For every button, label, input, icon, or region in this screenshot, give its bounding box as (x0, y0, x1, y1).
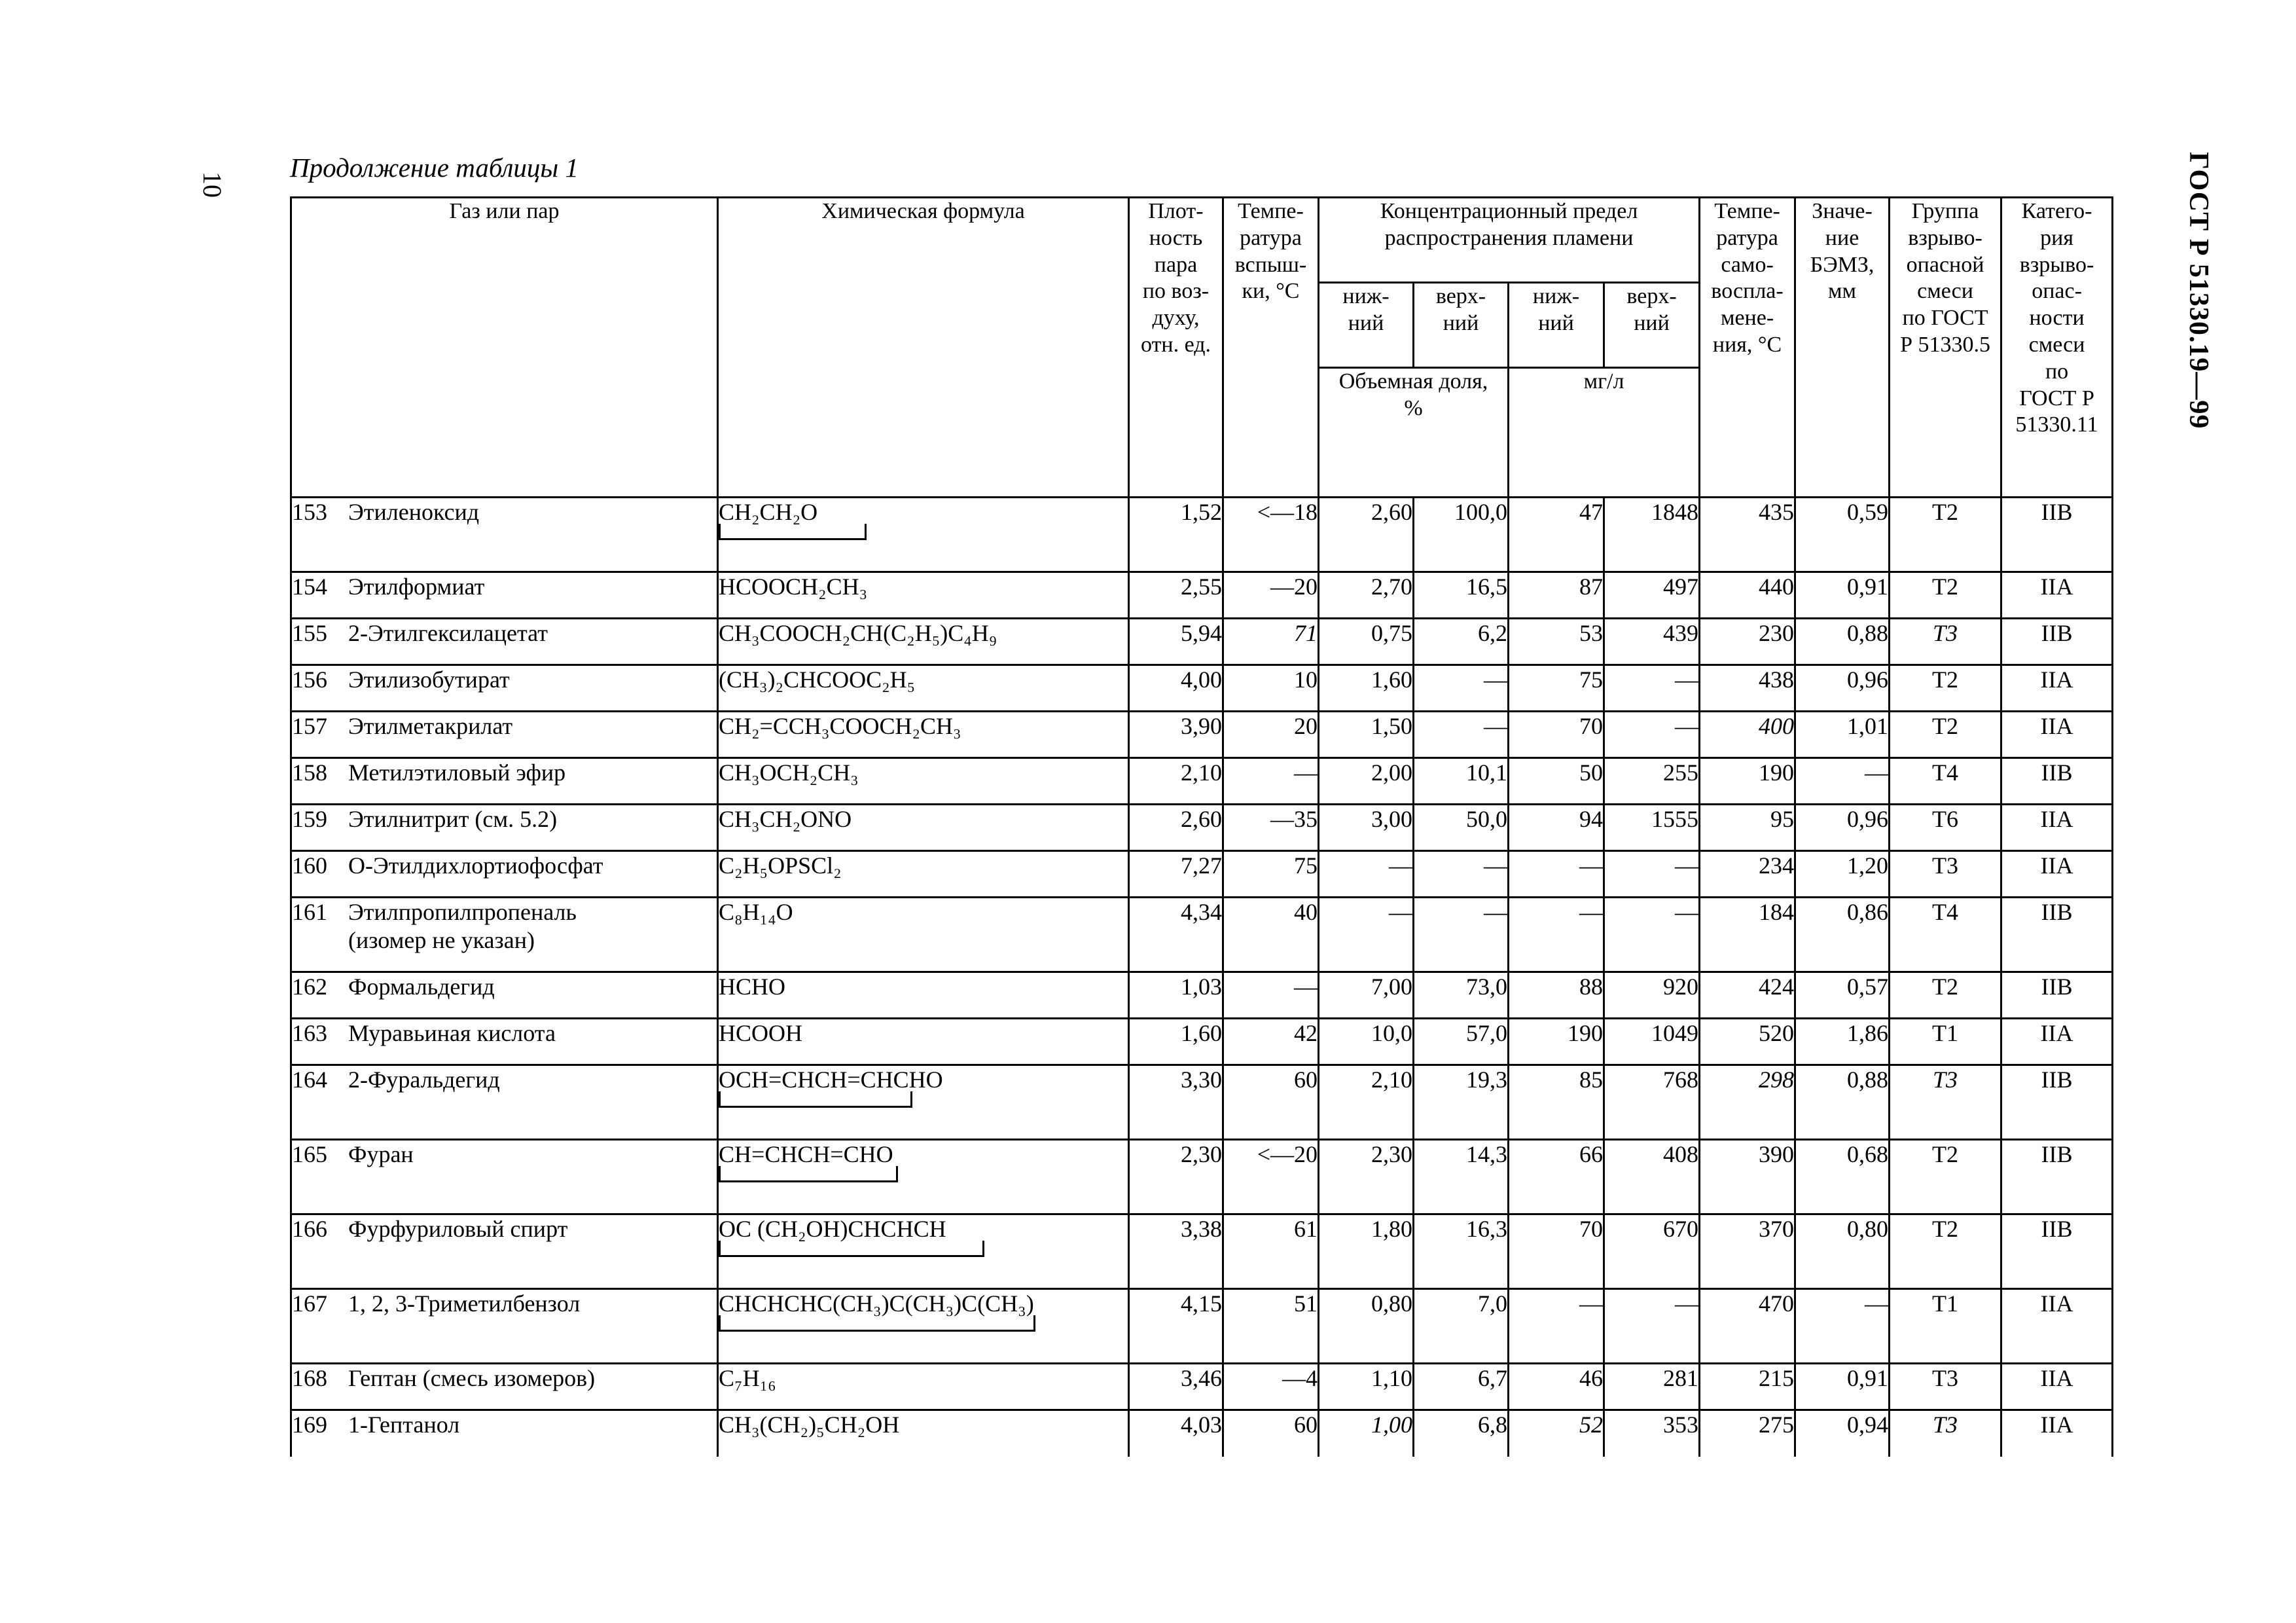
cell-density: 2,60 (1129, 805, 1223, 851)
cell-cat: IIA (2001, 805, 2113, 851)
gas-name-cell (291, 1289, 718, 1364)
cell-ai: 230 (1700, 619, 1795, 665)
cell-flash: — (1223, 758, 1319, 805)
formula-cell (718, 1410, 1129, 1457)
ring-bracket (719, 524, 867, 540)
row-number: 155 (292, 620, 327, 646)
chemical-formula: CH₂CH₂O (719, 499, 818, 525)
table-caption: Продолжение таблицы 1 (290, 153, 579, 183)
cell-lv: 2,60 (1319, 498, 1414, 572)
formula-cell (718, 1065, 1129, 1140)
cell-um: 670 (1604, 1214, 1700, 1289)
cell-cat: IIA (2001, 712, 2113, 758)
row-number: 160 (292, 852, 327, 879)
cell-bemz: 0,94 (1795, 1410, 1890, 1457)
header-lower-vol: ниж- ний (1319, 283, 1414, 368)
cell-lv: — (1319, 898, 1414, 972)
cell-ai: 215 (1700, 1364, 1795, 1410)
cell-ai: 95 (1700, 805, 1795, 851)
cell-uv: 100,0 (1414, 498, 1509, 572)
cell-cat: IIB (2001, 498, 2113, 572)
row-number: 168 (292, 1365, 327, 1391)
cell-uv: 16,5 (1414, 572, 1509, 619)
cell-flash: <—18 (1223, 498, 1319, 572)
cell-lv: 2,10 (1319, 1065, 1414, 1140)
cell-uv: — (1414, 712, 1509, 758)
table-row (291, 665, 2113, 712)
formula-cell (718, 1289, 1129, 1364)
table-row (291, 619, 2113, 665)
row-number: 169 (292, 1412, 327, 1438)
cell-uv: — (1414, 665, 1509, 712)
cell-lm: — (1509, 851, 1604, 898)
cell-density: 1,03 (1129, 972, 1223, 1019)
gas-name: Этилизобутират (348, 666, 510, 693)
cell-ai: 275 (1700, 1410, 1795, 1457)
cell-um: — (1604, 665, 1700, 712)
chemical-formula: CH₃COOCH₂CH(C₂H₅)C₄H₉ (719, 620, 997, 646)
cell-uv: 73,0 (1414, 972, 1509, 1019)
cell-flash: 75 (1223, 851, 1319, 898)
cell-lv: 3,00 (1319, 805, 1414, 851)
cell-cat: IIA (2001, 1364, 2113, 1410)
cell-lm: 88 (1509, 972, 1604, 1019)
cell-uv: 16,3 (1414, 1214, 1509, 1289)
cell-lv: 0,75 (1319, 619, 1414, 665)
cell-cat: IIA (2001, 572, 2113, 619)
cell-lm: 70 (1509, 712, 1604, 758)
cell-cat: IIB (2001, 898, 2113, 972)
cell-cat: IIB (2001, 619, 2113, 665)
cell-lv: 2,00 (1319, 758, 1414, 805)
cell-flash: 40 (1223, 898, 1319, 972)
formula-cell (718, 1140, 1129, 1214)
table-row (291, 498, 2113, 572)
cell-group: Т3 (1890, 1410, 2001, 1457)
cell-lm: 94 (1509, 805, 1604, 851)
cell-um: 408 (1604, 1140, 1700, 1214)
cell-cat: IIB (2001, 1140, 2113, 1214)
cell-um: 255 (1604, 758, 1700, 805)
table-row (291, 851, 2113, 898)
row-number: 163 (292, 1020, 327, 1046)
gas-name-cell (291, 898, 718, 972)
header-category: Катего- рия взрыво- опас- ности смеси по ГОСТ Р 51330.11 (2001, 198, 2113, 498)
cell-group: Т3 (1890, 619, 2001, 665)
cell-uv: 10,1 (1414, 758, 1509, 805)
gas-name: Этиленоксид (348, 499, 480, 525)
chemical-formula: C₇H₁₆ (719, 1365, 776, 1391)
cell-ai: 470 (1700, 1289, 1795, 1364)
table-row (291, 712, 2113, 758)
cell-lv: — (1319, 851, 1414, 898)
cell-density: 4,00 (1129, 665, 1223, 712)
formula-cell (718, 665, 1129, 712)
cell-lm: 50 (1509, 758, 1604, 805)
formula-cell (718, 898, 1129, 972)
header-vol-fraction: Объемная доля, % (1319, 368, 1509, 498)
cell-cat: IIA (2001, 1410, 2113, 1457)
cell-group: Т2 (1890, 712, 2001, 758)
cell-bemz: 0,86 (1795, 898, 1890, 972)
cell-lv: 1,10 (1319, 1364, 1414, 1410)
gas-name-note: (изомер не указан) (348, 927, 535, 954)
chemical-formula: CH₂=CCH₃COOCH₂CH₃ (719, 713, 961, 739)
cell-density: 2,55 (1129, 572, 1223, 619)
cell-group: Т2 (1890, 1214, 2001, 1289)
cell-lv: 2,70 (1319, 572, 1414, 619)
table-row (291, 1140, 2113, 1214)
cell-bemz: — (1795, 1289, 1890, 1364)
gas-name: 1, 2, 3-Триметилбензол (348, 1290, 581, 1317)
gas-name: О-Этилдихлортиофосфат (348, 852, 603, 879)
cell-flash: 20 (1223, 712, 1319, 758)
cell-lm: 70 (1509, 1214, 1604, 1289)
chemical-formula: C₈H₁₄O (719, 899, 793, 925)
chemical-formula: HCOOCH₂CH₃ (719, 574, 868, 600)
table-row (291, 972, 2113, 1019)
cell-ai: 370 (1700, 1214, 1795, 1289)
ring-bracket (719, 1166, 898, 1182)
gas-name: 2-Фуральдегид (348, 1067, 500, 1093)
cell-group: Т2 (1890, 572, 2001, 619)
chemical-formula: CH=CHCH=CHO (719, 1141, 893, 1167)
cell-ai: 234 (1700, 851, 1795, 898)
formula-cell (718, 572, 1129, 619)
table-row (291, 1289, 2113, 1364)
row-number: 164 (292, 1067, 327, 1093)
table-row (291, 1065, 2113, 1140)
cell-density: 1,60 (1129, 1019, 1223, 1065)
row-number: 158 (292, 759, 327, 786)
gas-name: Муравьиная кислота (348, 1020, 556, 1046)
chemical-formula: OC (CH₂OH)CHCHCH (719, 1216, 946, 1242)
cell-density: 2,30 (1129, 1140, 1223, 1214)
chemical-formula: CH₃(CH₂)₅CH₂OH (719, 1412, 900, 1438)
header-upper-vol: верх- ний (1414, 283, 1509, 368)
cell-ai: 440 (1700, 572, 1795, 619)
cell-bemz: 0,57 (1795, 972, 1890, 1019)
cell-lm: 53 (1509, 619, 1604, 665)
cell-bemz: 0,96 (1795, 805, 1890, 851)
row-number: 167 (292, 1290, 327, 1317)
cell-flash: <—20 (1223, 1140, 1319, 1214)
gas-name-cell (291, 1214, 718, 1289)
gas-name-cell (291, 572, 718, 619)
row-number: 161 (292, 899, 327, 925)
cell-lv: 1,00 (1319, 1410, 1414, 1457)
cell-bemz: 0,91 (1795, 572, 1890, 619)
cell-uv: — (1414, 851, 1509, 898)
cell-cat: IIB (2001, 1065, 2113, 1140)
cell-group: Т4 (1890, 758, 2001, 805)
cell-bemz: 1,01 (1795, 712, 1890, 758)
gas-name: 1-Гептанол (348, 1412, 460, 1438)
cell-lm: 46 (1509, 1364, 1604, 1410)
formula-cell (718, 972, 1129, 1019)
header-mgl: мг/л (1509, 368, 1700, 498)
cell-group: Т1 (1890, 1289, 2001, 1364)
cell-cat: IIA (2001, 665, 2113, 712)
cell-lv: 10,0 (1319, 1019, 1414, 1065)
cell-flash: 51 (1223, 1289, 1319, 1364)
cell-um: 281 (1604, 1364, 1700, 1410)
table-row (291, 805, 2113, 851)
ring-bracket (719, 1241, 984, 1257)
row-number: 166 (292, 1216, 327, 1242)
cell-group: Т2 (1890, 972, 2001, 1019)
gas-name-cell (291, 851, 718, 898)
gas-name: Этилнитрит (см. 5.2) (348, 806, 558, 832)
cell-uv: 19,3 (1414, 1065, 1509, 1140)
header-density: Плот- ность пара по воз- духу, отн. ед. (1129, 198, 1223, 498)
standard-title: ГОСТ Р 51330.19—99 (2183, 152, 2214, 429)
cell-um: 439 (1604, 619, 1700, 665)
gas-name-cell (291, 1410, 718, 1457)
gas-name-cell (291, 972, 718, 1019)
cell-lm: 47 (1509, 498, 1604, 572)
cell-uv: 6,8 (1414, 1410, 1509, 1457)
cell-bemz: 0,88 (1795, 1065, 1890, 1140)
cell-group: Т6 (1890, 805, 2001, 851)
page-number: 10 (198, 172, 227, 198)
cell-cat: IIA (2001, 851, 2113, 898)
cell-um: 920 (1604, 972, 1700, 1019)
header-formula: Химическая формула (718, 198, 1129, 498)
table-row (291, 1019, 2113, 1065)
chemical-formula: C₂H₅OPSCl₂ (719, 852, 842, 879)
data-table (290, 196, 2113, 1457)
cell-group: Т4 (1890, 898, 2001, 972)
cell-density: 3,38 (1129, 1214, 1223, 1289)
cell-lm: 75 (1509, 665, 1604, 712)
cell-ai: 520 (1700, 1019, 1795, 1065)
cell-ai: 190 (1700, 758, 1795, 805)
cell-ai: 390 (1700, 1140, 1795, 1214)
formula-cell (718, 851, 1129, 898)
gas-name: 2-Этилгексилацетат (348, 620, 548, 646)
cell-lm: — (1509, 1289, 1604, 1364)
cell-bemz: 0,96 (1795, 665, 1890, 712)
formula-cell (718, 712, 1129, 758)
ring-bracket (719, 1315, 1035, 1332)
cell-lv: 7,00 (1319, 972, 1414, 1019)
gas-name-cell (291, 1065, 718, 1140)
gas-name: Метилэтиловый эфир (348, 759, 566, 786)
formula-cell (718, 498, 1129, 572)
cell-bemz: — (1795, 758, 1890, 805)
cell-um: — (1604, 1289, 1700, 1364)
formula-cell (718, 805, 1129, 851)
header-autoign: Темпе- ратура само- воспла- мене- ния, °С (1700, 198, 1795, 498)
gas-name-cell (291, 1019, 718, 1065)
row-number: 154 (292, 574, 327, 600)
gas-name: Этилметакрилат (348, 713, 513, 739)
cell-um: 768 (1604, 1065, 1700, 1140)
chemical-formula: CH₃CH₂ONO (719, 806, 852, 832)
cell-group: Т1 (1890, 1019, 2001, 1065)
chemical-formula: CH₃OCH₂CH₃ (719, 759, 859, 786)
cell-cat: IIB (2001, 1214, 2113, 1289)
cell-cat: IIB (2001, 758, 2113, 805)
cell-flash: 60 (1223, 1065, 1319, 1140)
row-number: 157 (292, 713, 327, 739)
cell-cat: IIA (2001, 1289, 2113, 1364)
cell-ai: 424 (1700, 972, 1795, 1019)
cell-density: 3,30 (1129, 1065, 1223, 1140)
row-number: 156 (292, 666, 327, 693)
gas-name-cell (291, 805, 718, 851)
cell-density: 4,15 (1129, 1289, 1223, 1364)
header-gas: Газ или пар (291, 198, 718, 498)
cell-flash: —35 (1223, 805, 1319, 851)
cell-uv: 50,0 (1414, 805, 1509, 851)
cell-um: 1049 (1604, 1019, 1700, 1065)
cell-uv: 14,3 (1414, 1140, 1509, 1214)
cell-lv: 2,30 (1319, 1140, 1414, 1214)
formula-cell (718, 1214, 1129, 1289)
cell-uv: 6,7 (1414, 1364, 1509, 1410)
gas-name-cell (291, 712, 718, 758)
cell-flash: 71 (1223, 619, 1319, 665)
header-upper-mgl: верх- ний (1604, 283, 1700, 368)
gas-name: Этилпропилпропеналь (348, 899, 577, 925)
cell-cat: IIB (2001, 972, 2113, 1019)
cell-ai: 435 (1700, 498, 1795, 572)
cell-group: Т2 (1890, 665, 2001, 712)
cell-uv: — (1414, 898, 1509, 972)
gas-name-cell (291, 1364, 718, 1410)
cell-bemz: 0,59 (1795, 498, 1890, 572)
cell-um: — (1604, 712, 1700, 758)
cell-lv: 0,80 (1319, 1289, 1414, 1364)
chemical-formula: OCH=CHCH=CHCHO (719, 1067, 943, 1093)
cell-bemz: 0,80 (1795, 1214, 1890, 1289)
gas-name-cell (291, 619, 718, 665)
cell-density: 4,34 (1129, 898, 1223, 972)
gas-name: Фуран (348, 1141, 414, 1167)
cell-density: 2,10 (1129, 758, 1223, 805)
chemical-formula: HCHO (719, 974, 786, 1000)
cell-uv: 6,2 (1414, 619, 1509, 665)
cell-flash: 10 (1223, 665, 1319, 712)
cell-density: 1,52 (1129, 498, 1223, 572)
cell-bemz: 0,68 (1795, 1140, 1890, 1214)
header-conc-limit: Концентрационный предел распространения пламени (1319, 198, 1700, 283)
cell-group: Т3 (1890, 1364, 2001, 1410)
cell-flash: 42 (1223, 1019, 1319, 1065)
header-group: Группа взрыво- опасной смеси по ГОСТ Р 51330.5 (1890, 198, 2001, 498)
gas-name-cell (291, 1140, 718, 1214)
cell-density: 3,90 (1129, 712, 1223, 758)
cell-flash: 61 (1223, 1214, 1319, 1289)
cell-um: 353 (1604, 1410, 1700, 1457)
row-number: 162 (292, 974, 327, 1000)
gas-name-cell (291, 758, 718, 805)
row-number: 165 (292, 1141, 327, 1167)
cell-density: 3,46 (1129, 1364, 1223, 1410)
row-number: 159 (292, 806, 327, 832)
row-number: 153 (292, 499, 327, 525)
cell-ai: 438 (1700, 665, 1795, 712)
cell-lm: 66 (1509, 1140, 1604, 1214)
table-row (291, 1214, 2113, 1289)
cell-uv: 7,0 (1414, 1289, 1509, 1364)
cell-lv: 1,60 (1319, 665, 1414, 712)
cell-bemz: 1,86 (1795, 1019, 1890, 1065)
cell-density: 4,03 (1129, 1410, 1223, 1457)
cell-lm: 85 (1509, 1065, 1604, 1140)
formula-cell (718, 1364, 1129, 1410)
gas-name-cell (291, 665, 718, 712)
cell-lm: 52 (1509, 1410, 1604, 1457)
cell-group: Т2 (1890, 1140, 2001, 1214)
gas-name: Формальдегид (348, 974, 495, 1000)
cell-um: 497 (1604, 572, 1700, 619)
cell-lv: 1,80 (1319, 1214, 1414, 1289)
cell-lm: 190 (1509, 1019, 1604, 1065)
formula-cell (718, 758, 1129, 805)
gas-name: Гептан (смесь изомеров) (348, 1365, 596, 1391)
ring-bracket (719, 1091, 912, 1108)
cell-ai: 298 (1700, 1065, 1795, 1140)
cell-group: Т3 (1890, 851, 2001, 898)
cell-lm: 87 (1509, 572, 1604, 619)
cell-bemz: 0,91 (1795, 1364, 1890, 1410)
header-lower-mgl: ниж- ний (1509, 283, 1604, 368)
gas-name: Фурфуриловый спирт (348, 1216, 568, 1242)
table-row (291, 1364, 2113, 1410)
table-row (291, 1410, 2113, 1457)
cell-um: 1555 (1604, 805, 1700, 851)
cell-um: — (1604, 898, 1700, 972)
cell-um: 1848 (1604, 498, 1700, 572)
cell-lm: — (1509, 898, 1604, 972)
gas-name-cell (291, 498, 718, 572)
chemical-formula: (CH₃)₂CHCOOC₂H₅ (719, 666, 916, 693)
chemical-formula: CHCHCHC(CH₃)C(CH₃)C(CH₃) (719, 1290, 1034, 1317)
cell-density: 5,94 (1129, 619, 1223, 665)
cell-um: — (1604, 851, 1700, 898)
cell-bemz: 1,20 (1795, 851, 1890, 898)
cell-group: Т2 (1890, 498, 2001, 572)
cell-cat: IIA (2001, 1019, 2113, 1065)
cell-lv: 1,50 (1319, 712, 1414, 758)
cell-flash: — (1223, 972, 1319, 1019)
chemical-formula: HCOOH (719, 1020, 803, 1046)
cell-ai: 400 (1700, 712, 1795, 758)
cell-uv: 57,0 (1414, 1019, 1509, 1065)
table-row (291, 898, 2113, 972)
formula-cell (718, 1019, 1129, 1065)
cell-bemz: 0,88 (1795, 619, 1890, 665)
header-bemz: Значе- ние БЭМЗ, мм (1795, 198, 1890, 498)
gas-name: Этилформиат (348, 574, 485, 600)
cell-flash: —20 (1223, 572, 1319, 619)
table-row (291, 758, 2113, 805)
table-row (291, 572, 2113, 619)
cell-flash: 60 (1223, 1410, 1319, 1457)
cell-flash: —4 (1223, 1364, 1319, 1410)
cell-density: 7,27 (1129, 851, 1223, 898)
cell-group: Т3 (1890, 1065, 2001, 1140)
header-flash: Темпе- ратура вспыш- ки, °С (1223, 198, 1319, 498)
cell-ai: 184 (1700, 898, 1795, 972)
formula-cell (718, 619, 1129, 665)
